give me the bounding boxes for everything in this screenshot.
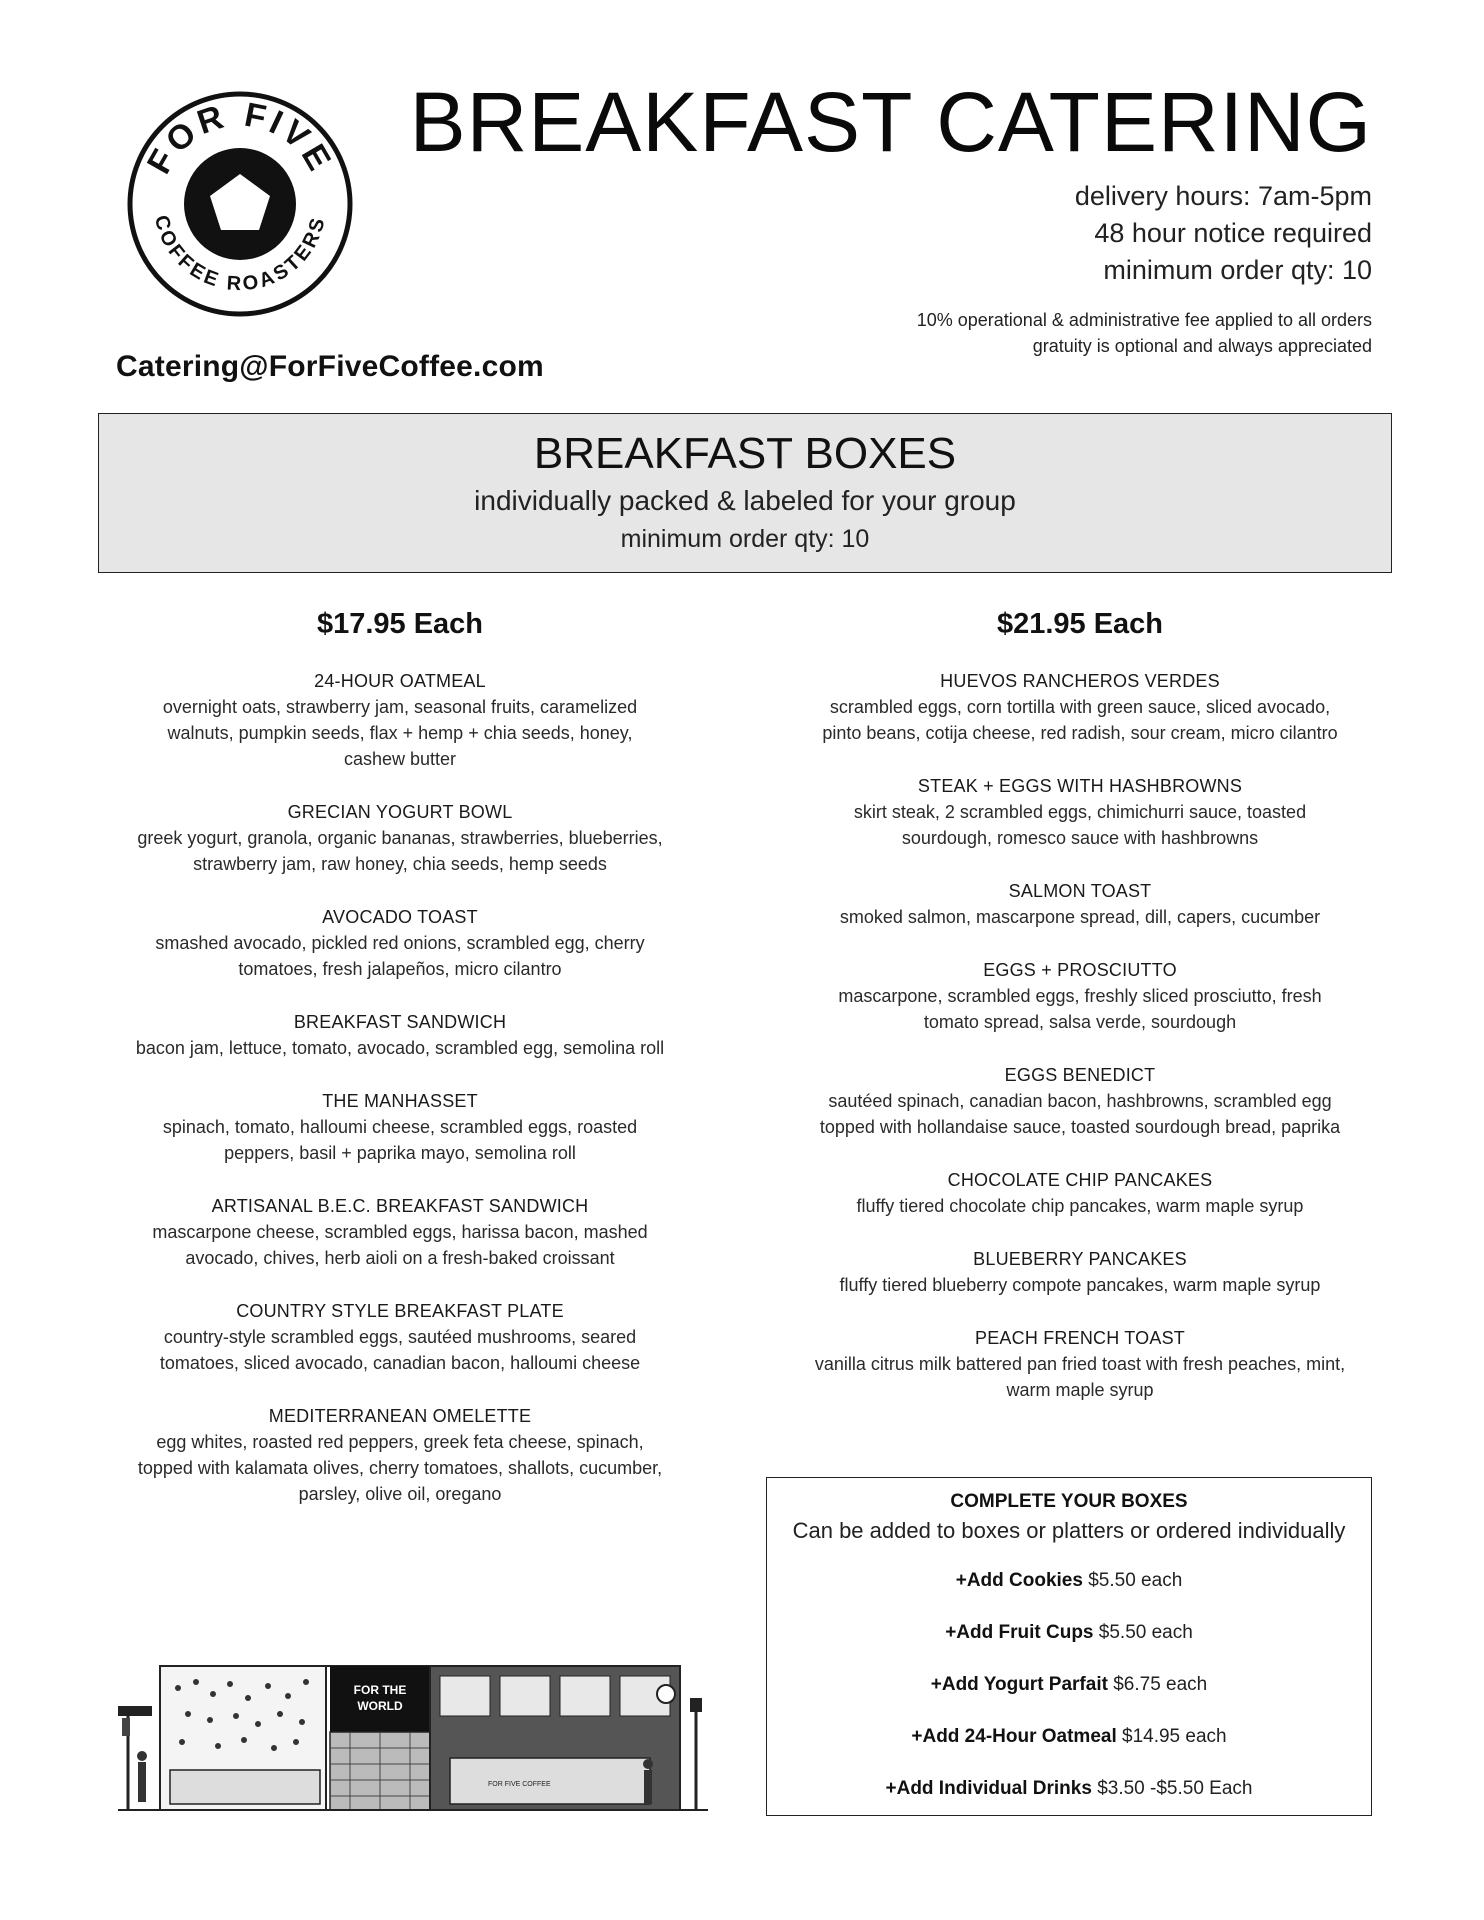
menu-item-name: BREAKFAST SANDWICH bbox=[293, 1012, 507, 1032]
menu-item-desc-line: egg whites, roasted red peppers, greek feta cheese, spinach, bbox=[156, 1432, 644, 1452]
menu-item-desc-line: smoked salmon, mascarpone spread, dill, capers, cucumber bbox=[839, 907, 1321, 927]
menu-item-name: ARTISANAL B.E.C. BREAKFAST SANDWICH bbox=[211, 1196, 589, 1216]
menu-item-desc-line: topped with kalamata olives, cherry tomatoes, shallots, cucumber, bbox=[137, 1458, 663, 1478]
menu-item-desc-line: avocado, chives, herb aioli on a fresh-baked croissant bbox=[185, 1248, 615, 1268]
addon-item bbox=[767, 1724, 1371, 1750]
addon-item bbox=[767, 1776, 1371, 1802]
delivery-info bbox=[1075, 178, 1372, 289]
menu-item-desc-line: overnight oats, strawberry jam, seasonal fruits, caramelized bbox=[162, 697, 638, 717]
menu-item-name: HUEVOS RANCHEROS VERDES bbox=[940, 671, 1220, 691]
menu-item bbox=[98, 668, 702, 772]
logo-top-text: FOR FIVE bbox=[139, 95, 340, 181]
menu-item-desc-line: cashew butter bbox=[343, 749, 457, 769]
menu-item bbox=[780, 1062, 1380, 1140]
menu-item bbox=[98, 799, 702, 877]
menu-item bbox=[780, 668, 1380, 746]
menu-item-name: THE MANHASSET bbox=[322, 1091, 478, 1111]
addons-title: COMPLETE YOUR BOXES bbox=[950, 1491, 1188, 1512]
for-five-logo bbox=[126, 90, 354, 318]
menu-item-desc-line: sourdough, romesco sauce with hashbrowns bbox=[901, 828, 1259, 848]
menu-item-desc-line: sautéed spinach, canadian bacon, hashbrowns, scrambled egg bbox=[828, 1091, 1332, 1111]
menu-item-desc-line: warm maple syrup bbox=[1006, 1380, 1154, 1400]
menu-item bbox=[780, 773, 1380, 851]
banner-title: BREAKFAST BOXES bbox=[533, 429, 957, 478]
menu-item bbox=[780, 878, 1380, 930]
menu-item-desc-line: country-style scrambled eggs, sautéed mushrooms, seared bbox=[163, 1327, 637, 1347]
admin-fee-note: 10% operational & administrative fee applied to all orders bbox=[916, 310, 1372, 330]
addon-price: $5.50 each bbox=[1088, 1570, 1183, 1591]
menu-item-desc-line: mascarpone cheese, scrambled eggs, harissa bacon, mashed bbox=[152, 1222, 648, 1242]
menu-item-name: COUNTRY STYLE BREAKFAST PLATE bbox=[236, 1301, 564, 1321]
menu-item bbox=[98, 904, 702, 982]
menu-item-name: 24-HOUR OATMEAL bbox=[314, 671, 486, 691]
menu-item-desc-line: greek yogurt, granola, organic bananas, strawberries, blueberries, bbox=[137, 828, 663, 848]
addon-price: $14.95 each bbox=[1122, 1726, 1227, 1747]
menu-item-desc-line: spinach, tomato, halloumi cheese, scrambled eggs, roasted bbox=[162, 1117, 638, 1137]
menu-item-name: STEAK + EGGS WITH HASHBROWNS bbox=[917, 776, 1243, 796]
counter-text: FOR FIVE COFFEE bbox=[488, 1781, 551, 1788]
banner-minimum: minimum order qty: 10 bbox=[620, 524, 870, 553]
banner-subtitle: individually packed & labeled for your group bbox=[474, 484, 1016, 516]
menu-item bbox=[780, 957, 1380, 1035]
menu-item-name: SALMON TOAST bbox=[1008, 881, 1152, 901]
sign-text-line-2: WORLD bbox=[357, 1699, 403, 1713]
menu-item-desc-line: scrambled eggs, corn tortilla with green sauce, sliced avocado, bbox=[829, 697, 1331, 717]
menu-item bbox=[780, 1167, 1380, 1219]
addons-subtitle: Can be added to boxes or platters or ordered individually bbox=[792, 1518, 1346, 1543]
price-heading-left: $17.95 Each bbox=[316, 608, 484, 640]
menu-item-desc-line: fluffy tiered blueberry compote pancakes, warm maple syrup bbox=[839, 1275, 1321, 1295]
complete-your-boxes bbox=[766, 1477, 1372, 1816]
menu-item-desc-line: topped with hollandaise sauce, toasted sourdough bread, paprika bbox=[819, 1117, 1341, 1137]
menu-item-desc-line: pinto beans, cotija cheese, red radish, sour cream, micro cilantro bbox=[822, 723, 1338, 743]
menu-item-name: MEDITERRANEAN OMELETTE bbox=[268, 1406, 532, 1426]
addon-price: $5.50 each bbox=[1098, 1622, 1193, 1643]
menu-item-name: AVOCADO TOAST bbox=[322, 907, 478, 927]
addon-name: +Add Individual Drinks bbox=[885, 1778, 1092, 1799]
menu-item-name: BLUEBERRY PANCAKES bbox=[973, 1249, 1187, 1269]
addon-item bbox=[767, 1620, 1371, 1646]
menu-item-desc-line: fluffy tiered chocolate chip pancakes, warm maple syrup bbox=[856, 1196, 1304, 1216]
menu-item-desc-line: smashed avocado, pickled red onions, scrambled egg, cherry bbox=[155, 933, 645, 953]
menu-item-desc-line: bacon jam, lettuce, tomato, avocado, scrambled egg, semolina roll bbox=[135, 1038, 665, 1058]
gratuity-note: gratuity is optional and always appreciated bbox=[1032, 336, 1372, 356]
menu-item bbox=[98, 1298, 702, 1376]
breakfast-boxes-banner bbox=[98, 413, 1392, 573]
menu-item-desc-line: vanilla citrus milk battered pan fried toast with fresh peaches, mint, bbox=[814, 1354, 1346, 1374]
sign-text-line-1: FOR THE bbox=[353, 1683, 407, 1697]
fee-notes bbox=[917, 307, 1372, 359]
menu-item-name: PEACH FRENCH TOAST bbox=[975, 1328, 1185, 1348]
menu-item-desc-line: peppers, basil + paprika mayo, semolina roll bbox=[224, 1143, 576, 1163]
addon-name: +Add Cookies bbox=[955, 1570, 1083, 1591]
menu-item-name: GRECIAN YOGURT BOWL bbox=[287, 802, 513, 822]
addon-name: +Add Yogurt Parfait bbox=[930, 1674, 1108, 1695]
menu-item-desc-line: strawberry jam, raw honey, chia seeds, hemp seeds bbox=[193, 854, 607, 874]
logo-bottom-text: COFFEE ROASTERS bbox=[149, 213, 331, 296]
addon-item bbox=[767, 1672, 1371, 1698]
notice-required: 48 hour notice required bbox=[1094, 218, 1372, 248]
menu-item-desc-line: mascarpone, scrambled eggs, freshly sliced prosciutto, fresh bbox=[838, 986, 1322, 1006]
menu-item bbox=[98, 1193, 702, 1271]
minimum-order: minimum order qty: 10 bbox=[1103, 255, 1372, 285]
page-title: BREAKFAST CATERING bbox=[409, 75, 1372, 169]
menu-item-desc-line: tomatoes, fresh jalapeños, micro cilantro bbox=[238, 959, 562, 979]
menu-item bbox=[780, 1246, 1380, 1298]
catering-email[interactable]: Catering@ForFiveCoffee.com bbox=[116, 350, 544, 383]
addon-price: $3.50 -$5.50 Each bbox=[1097, 1778, 1253, 1799]
addon-name: +Add Fruit Cups bbox=[945, 1622, 1094, 1643]
addon-item bbox=[767, 1568, 1371, 1594]
storefront-illustration bbox=[118, 1658, 708, 1814]
addon-name: +Add 24-Hour Oatmeal bbox=[911, 1726, 1117, 1747]
menu-item-name: CHOCOLATE CHIP PANCAKES bbox=[947, 1170, 1213, 1190]
menu-item bbox=[98, 1088, 702, 1166]
menu-item-desc-line: tomatoes, sliced avocado, canadian bacon, halloumi cheese bbox=[159, 1353, 641, 1373]
menu-item-desc-line: skirt steak, 2 scrambled eggs, chimichurri sauce, toasted bbox=[853, 802, 1307, 822]
menu-item bbox=[98, 1403, 702, 1507]
menu-item-name: EGGS BENEDICT bbox=[1004, 1065, 1156, 1085]
menu-item-desc-line: parsley, olive oil, oregano bbox=[298, 1484, 502, 1504]
menu-item-desc-line: walnuts, pumpkin seeds, flax + hemp + chia seeds, honey, bbox=[167, 723, 633, 743]
delivery-hours: delivery hours: 7am-5pm bbox=[1074, 181, 1372, 211]
menu-item-name: EGGS + PROSCIUTTO bbox=[983, 960, 1177, 980]
menu-item bbox=[780, 1325, 1380, 1403]
menu-column-right bbox=[780, 604, 1380, 1430]
price-heading-right: $21.95 Each bbox=[996, 608, 1164, 640]
menu-item-desc-line: tomato spread, salsa verde, sourdough bbox=[923, 1012, 1237, 1032]
menu-item bbox=[98, 1009, 702, 1061]
menu-column-left bbox=[98, 604, 702, 1534]
addon-price: $6.75 each bbox=[1113, 1674, 1208, 1695]
